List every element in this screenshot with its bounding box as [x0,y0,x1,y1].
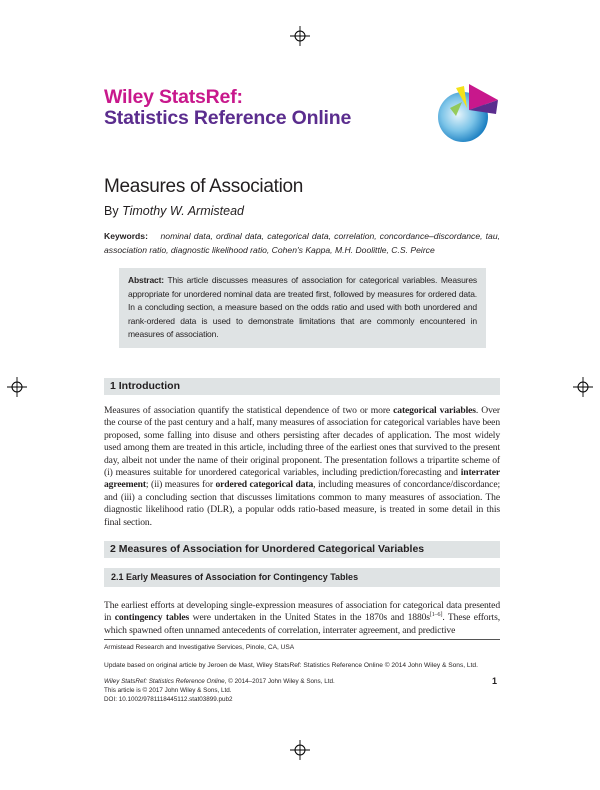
footer-rule [104,639,500,640]
s1-text-d: , including measures of concordance/discordance; and (iii) a concluding section that discusses limitations common to many measures of association. The diagnostic likelihood ratio (DLR), a popular odds ratio-based measure, is treated in some detail in this final section. [104,479,501,528]
section-2-paragraph [104,600,500,637]
article-title: Measures of Association [104,176,304,197]
s2-text-c: . These efforts, which spawned often unnamed antecedents of correlation, interrater agreement, and predictive [104,612,500,636]
author-name: Timothy W. Armistead [122,204,244,218]
keywords-label: Keywords: [104,231,148,241]
publication-info [104,677,335,705]
term-contingency-tables: contingency tables [114,612,190,624]
abstract-label: Abstract: [128,275,164,285]
term-categorical-variables: categorical variables [393,405,476,416]
page-number: 1 [492,676,498,686]
term-ordered-categorical-data: ordered categorical data [215,479,314,491]
crop-mark-left-icon [7,377,27,397]
s2-text-a: The earliest efforts at developing single-expression measures of association for categorical data presented in [104,600,500,624]
pub-title: Wiley StatsRef: Statistics Reference Online [104,678,225,685]
s1-text-b: . Over the course of the past century and a half, many measures of association for categorical variables have been proposed, some falling into disuse and others persisting after decades of application. The most widely used among them are treated in this article, including three of the earliest ones that survived to the present day, albeit not under the name of their original proponent. The presentation follows a tripartite scheme of (i) measures suitable for unordered categorical variables, including prediction/forecasting and [104,405,501,479]
byline [104,204,244,218]
statsref-globe-logo [436,80,500,144]
crop-mark-bottom-icon [290,740,310,760]
term-interrater-agreement: interrater agreement [104,467,500,491]
s1-text-a: Measures of association quantify the statistical dependence of two or more [104,405,391,416]
s1-text-c: ; (ii) measures for [145,479,213,491]
copyright: This article is © 2017 John Wiley & Sons, Ltd. [104,687,232,695]
brand-line-2: Statistics Reference Online [104,107,352,129]
update-note: Update based on original article by Jeroen de Mast, Wiley StatsRef: Statistics Reference Online © 2014 John Wiley & Sons, Ltd. [104,662,478,669]
subsection-2-1-heading: 2.1 Early Measures of Association for Contingency Tables [104,568,500,587]
doi: DOI: 10.1002/9781118445112.stat03899.pub2 [104,696,233,704]
keywords-text: nominal data, ordinal data, categorical data, correlation, concordance–discordance, tau, association ratio, diagnostic likelihood ratio, Cohen's Kappa, M.H. Doolittle, C.S. Peirce [104,231,500,255]
abstract-text: This article discusses measures of association for categorical variables. Measures appropriate for unordered nominal data are treated first, followed by measures for ordered data. In a concluding section, a measure based on the odds ratio and used with both unordered and rank-ordered data is used to demonstrate limitations that are commonly encountered in measures of association. [128,275,477,340]
brand-title [104,87,351,129]
section-1-paragraph [104,405,500,529]
s2-text-b: were undertaken in the United States in the 1870s and 1880s [192,612,430,624]
keywords [104,230,500,257]
brand-line-1: Wiley StatsRef: [104,86,243,108]
byline-prefix: By [104,204,119,218]
crop-mark-top-icon [290,26,310,46]
crop-mark-right-icon [573,377,593,397]
abstract-box [119,268,486,348]
section-2-heading: 2 Measures of Association for Unordered Categorical Variables [104,541,500,558]
section-1-heading: 1 Introduction [104,378,500,395]
affiliation: Armistead Research and Investigative Services, Pinole, CA, USA [104,644,295,651]
citation: [1–6] [429,612,443,619]
pub-years: , © 2014–2017 John Wiley & Sons, Ltd. [224,678,335,685]
